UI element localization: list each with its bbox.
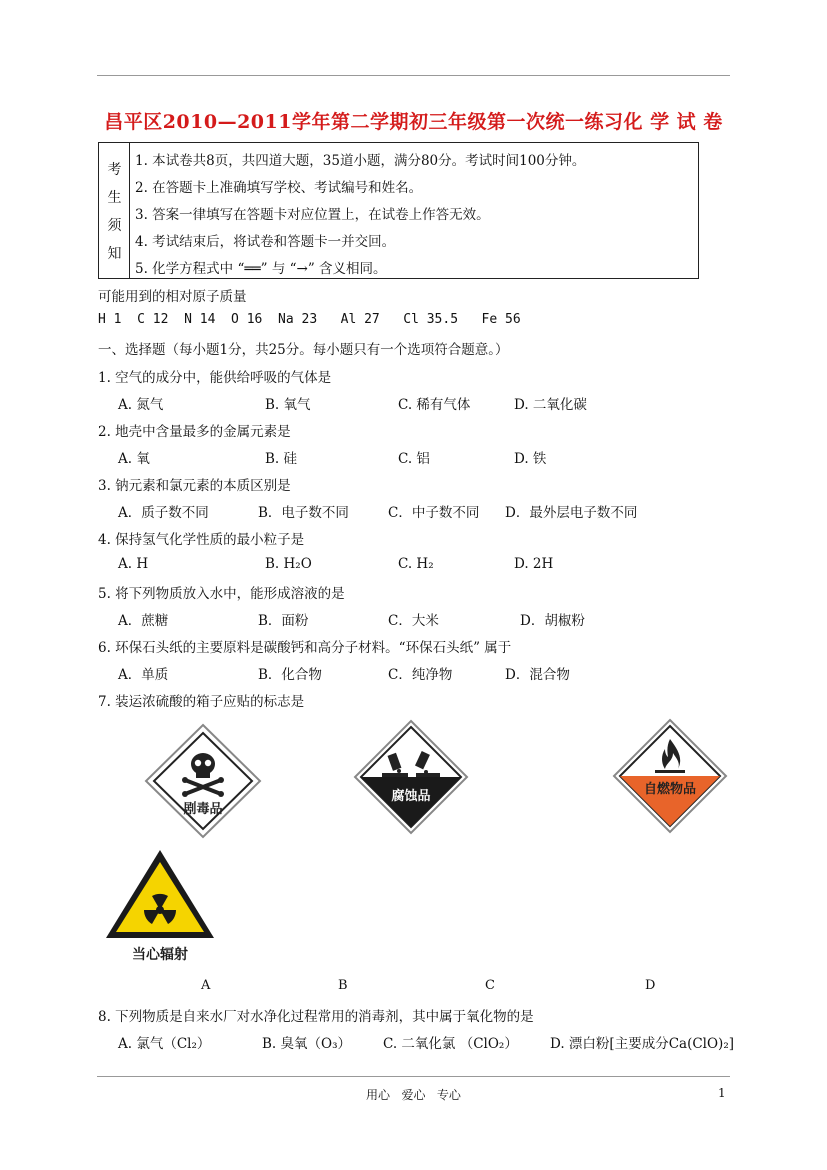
sign-letter-b: B: [338, 978, 348, 993]
notice-item: 1. 本试卷共8页，共四道大题，35道小题，满分80分。考试时间100分钟。: [135, 153, 586, 169]
sign-letter-d: D: [645, 978, 656, 993]
sign-letter-a: A: [201, 978, 211, 993]
option-d: D. 二氧化碳: [514, 397, 587, 413]
option-b: B．面粉: [258, 613, 309, 629]
question-stem: 4. 保持氢气化学性质的最小粒子是: [98, 532, 305, 548]
question-stem: 3. 钠元素和氯元素的本质区别是: [98, 478, 291, 494]
notice-heading-char: 考: [107, 162, 122, 178]
question-stem: 1. 空气的成分中，能供给呼吸的气体是: [98, 370, 332, 386]
option-c: C．纯净物: [388, 667, 453, 683]
option-c: C. H₂: [398, 556, 434, 572]
option-c: C. 二氧化氯 （ClO₂）: [383, 1036, 518, 1052]
toxic-sign-icon: [143, 722, 263, 840]
question-stem: 7. 装运浓硫酸的箱子应贴的标志是: [98, 694, 305, 710]
option-a: A. 氮气: [118, 397, 164, 413]
atomic-mass-values: H 1 C 12 N 14 O 16 Na 23 Al 27 Cl 35.5 Fe 56: [98, 312, 521, 327]
option-a: A．蔗糖: [118, 613, 169, 629]
notice-item: 5. 化学方程式中 “══” 与 “→” 含义相同。: [135, 261, 387, 277]
option-b: B. 臭氧（O₃）: [262, 1036, 351, 1052]
section-heading: 一、选择题（每小题1分，共25分。每小题只有一个选项符合题意。）: [98, 342, 509, 358]
toxic-sign-label: 剧毒品: [183, 802, 223, 817]
flammable-sign-label: 自燃物品: [643, 782, 697, 797]
option-b: B．电子数不同: [258, 505, 349, 521]
atomic-mass-heading: 可能用到的相对原子质量: [98, 289, 247, 305]
header-rule: [97, 75, 730, 76]
option-d: D．胡椒粉: [520, 613, 585, 629]
page-title: 昌平区2010—2011学年第二学期初三年级第一次统一练习化 学 试 卷: [104, 111, 723, 133]
page-number: 1: [718, 1086, 726, 1100]
notice-heading: [99, 143, 130, 278]
option-a: A．单质: [118, 667, 169, 683]
corrosive-sign-icon: [352, 718, 470, 836]
option-c: C．中子数不同: [388, 505, 480, 521]
notice-heading-char: 须: [107, 218, 122, 234]
notice-heading-char: 知: [107, 246, 122, 262]
radiation-sign-label: 当心辐射: [132, 947, 188, 963]
question-stem: 5. 将下列物质放入水中，能形成溶液的是: [98, 586, 345, 602]
option-a: A．质子数不同: [118, 505, 209, 521]
option-d: D．最外层电子数不同: [505, 505, 638, 521]
option-b: B. 氧气: [265, 397, 311, 413]
option-a: A. 氯气（Cl₂）: [118, 1036, 211, 1052]
option-d: D. 2H: [514, 556, 554, 572]
option-a: A. H: [118, 556, 149, 572]
question-stem: 6. 环保石头纸的主要原料是碳酸钙和高分子材料。“环保石头纸” 属于: [98, 640, 512, 656]
option-c: C. 铝: [398, 451, 430, 467]
radiation-sign-icon: [103, 848, 217, 966]
option-b: B．化合物: [258, 667, 322, 683]
option-c: C．大米: [388, 613, 439, 629]
question-stem: 8. 下列物质是自来水厂对水净化过程常用的消毒剂，其中属于氧化物的是: [98, 1009, 534, 1025]
question-stem: 2. 地壳中含量最多的金属元素是: [98, 424, 291, 440]
option-d: D. 漂白粉[主要成分Ca(ClO)₂]: [550, 1036, 734, 1052]
sign-letter-c: C: [485, 978, 495, 993]
option-d: D. 铁: [514, 451, 547, 467]
option-c: C. 稀有气体: [398, 397, 471, 413]
notice-heading-char: 生: [107, 190, 122, 206]
flammable-sign-icon: [611, 717, 729, 835]
option-b: B. 硅: [265, 451, 298, 467]
corrosive-sign-label: 腐蚀品: [391, 789, 431, 804]
option-a: A. 氧: [118, 451, 150, 467]
notice-item: 4. 考试结束后，将试卷和答题卡一并交回。: [135, 234, 396, 250]
exam-notice-box: [98, 142, 699, 279]
page-footer: 用心 爱心 专心: [366, 1088, 461, 1102]
notice-item: 2. 在答题卡上准确填写学校、考试编号和姓名。: [135, 180, 423, 196]
footer-rule: [97, 1076, 730, 1077]
option-d: D．混合物: [505, 667, 570, 683]
option-b: B. H₂O: [265, 556, 312, 572]
notice-item: 3. 答案一律填写在答题卡对应位置上，在试卷上作答无效。: [135, 207, 490, 223]
